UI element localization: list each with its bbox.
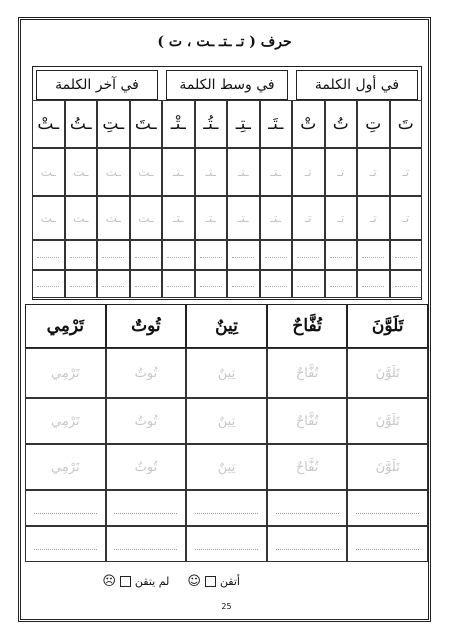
trace-cell[interactable] [292,196,325,240]
trace-cell[interactable] [260,148,293,196]
dotted-line [200,257,222,258]
word-writing-cell[interactable] [106,526,187,562]
word-trace: تَرْمِي [51,365,80,381]
trace-cell[interactable] [130,148,163,196]
trace-cell[interactable] [32,196,65,240]
writing-cell[interactable] [325,240,358,270]
letter-form: تْ [300,114,317,134]
word-writing-cell[interactable] [347,526,428,562]
position-header-2: في وسط الكلمة [166,70,288,100]
trace-letter: ـتـ [205,211,217,225]
dotted-line [102,286,124,287]
dotted-line [356,513,419,514]
writing-cell[interactable] [260,240,293,270]
word-trace-cell[interactable] [267,398,348,444]
letter-form-cell [325,100,358,148]
trace-letter: تـ [402,165,410,179]
trace-cell[interactable] [195,196,228,240]
trace-cell[interactable] [97,196,130,240]
word-trace-cell[interactable] [106,444,187,490]
worksheet-title: حرف ( تـ ـتـ ـت ، ت ) [157,34,292,50]
word-writing-cell[interactable] [25,526,106,562]
writing-cell[interactable] [162,240,195,270]
writing-cell[interactable] [292,270,325,298]
dotted-line [297,286,319,287]
trace-cell[interactable] [32,148,65,196]
writing-cell[interactable] [390,270,423,298]
letter-form-cell [162,100,195,148]
letter-form: ـتُـ [203,114,219,134]
dotted-line [265,257,287,258]
word-trace: تُفَّاحٌ [295,413,319,429]
dotted-line [276,513,339,514]
trace-cell[interactable] [97,148,130,196]
word-writing-cell[interactable] [347,490,428,526]
writing-cell[interactable] [227,270,260,298]
trace-cell[interactable] [357,148,390,196]
writing-cell[interactable] [195,240,228,270]
trace-cell[interactable] [227,148,260,196]
word-trace: تُوتٌ [134,365,158,381]
word-writing-cell[interactable] [106,490,187,526]
dotted-line [395,286,417,287]
word-header: تُفَّاحٌ [267,304,348,348]
writing-cell[interactable] [130,270,163,298]
writing-cell[interactable] [227,240,260,270]
word-trace-cell[interactable] [25,348,106,398]
writing-cell[interactable] [32,240,65,270]
writing-cell[interactable] [260,270,293,298]
writing-cell[interactable] [97,240,130,270]
trace-cell[interactable] [65,196,98,240]
dotted-line [330,286,352,287]
word-writing-cell[interactable] [186,490,267,526]
word-writing-cell[interactable] [25,490,106,526]
letter-form-cell [97,100,130,148]
dotted-line [232,257,254,258]
trace-cell[interactable] [390,148,423,196]
self-assessment [40,572,240,590]
word-writing-cell[interactable] [186,526,267,562]
word-trace: تِينٌ [217,365,236,381]
word-trace: تُوتٌ [134,459,158,475]
word-trace: تَرْمِي [51,459,80,475]
trace-letter: ـت [138,211,154,225]
word-trace: تِينٌ [217,413,236,429]
writing-cell[interactable] [357,270,390,298]
dotted-line [167,257,189,258]
trace-letter: ـت [73,165,89,179]
writing-cell[interactable] [162,270,195,298]
dotted-line [102,257,124,258]
trace-letter: تـ [337,165,345,179]
trace-letter: ـت [40,165,56,179]
smiley-face-icon: ☺ [187,573,201,589]
letter-form-cell [195,100,228,148]
trace-cell[interactable] [325,148,358,196]
trace-letter: ـت [73,211,89,225]
dotted-line [167,286,189,287]
word-writing-cell[interactable] [267,526,348,562]
word-writing-cell[interactable] [267,490,348,526]
dotted-line [135,286,157,287]
dotted-line [114,549,177,550]
dotted-line [362,257,384,258]
writing-cell[interactable] [97,270,130,298]
dotted-line [135,257,157,258]
mastered-checkbox[interactable] [205,576,216,587]
trace-letter: ـتـ [172,211,184,225]
position-header-3: في آخر الكلمة [36,70,158,100]
trace-letter: ـت [105,211,121,225]
letter-form-cell [130,100,163,148]
letter-form: ـتِـ [235,114,251,134]
letter-form: ـتْ [37,114,60,134]
writing-cell[interactable] [357,240,390,270]
letter-form-cell [357,100,390,148]
trace-letter: ـتـ [205,165,217,179]
dotted-line [70,286,92,287]
letter-form-cell [260,100,293,148]
trace-letter: تـ [304,165,312,179]
word-trace-cell[interactable] [186,348,267,398]
letter-form-cell [292,100,325,148]
trace-cell[interactable] [260,196,293,240]
trace-cell[interactable] [357,196,390,240]
dotted-line [356,549,419,550]
dotted-line [297,257,319,258]
letter-form: ـتَ [134,114,157,134]
dotted-line [37,257,59,258]
trace-letter: ـتـ [172,165,184,179]
writing-cell[interactable] [32,270,65,298]
letter-form: ـتُ [69,114,92,134]
trace-letter: ـتـ [270,211,282,225]
word-trace: تِينٌ [217,459,236,475]
dotted-line [362,286,384,287]
dotted-line [195,549,258,550]
letter-form: ـتَـ [268,114,284,134]
dotted-line [34,513,97,514]
word-trace: تَلَوَّنَ [375,413,400,429]
word-trace: تَلَوَّنَ [375,365,400,381]
page-number: 25 [221,602,232,611]
word-trace: تُوتٌ [134,413,158,429]
letter-form: تَ [397,114,414,134]
not-mastered-label: لم يتقن [134,574,170,588]
word-trace-cell[interactable] [106,398,187,444]
letter-form-cell [65,100,98,148]
word-header: تَلَوَّنَ [347,304,428,348]
writing-cell[interactable] [390,240,423,270]
mastered-label: أتقن [219,574,240,588]
trace-cell[interactable] [292,148,325,196]
trace-cell[interactable] [130,196,163,240]
word-trace-cell[interactable] [25,398,106,444]
letter-form: ـتِ [102,114,125,134]
writing-cell[interactable] [195,270,228,298]
writing-cell[interactable] [130,240,163,270]
trace-letter: ـت [105,165,121,179]
letter-form-cell [390,100,423,148]
dotted-line [34,549,97,550]
dotted-line [195,513,258,514]
trace-cell[interactable] [325,196,358,240]
word-trace-cell[interactable] [347,398,428,444]
letter-form: ـتْـ [170,114,186,134]
writing-cell[interactable] [325,270,358,298]
trace-letter: تـ [369,165,377,179]
word-trace-cell[interactable] [267,444,348,490]
dotted-line [37,286,59,287]
word-trace-cell[interactable] [267,348,348,398]
word-header: تَرْمِي [25,304,106,348]
trace-letter: ـتـ [237,165,249,179]
word-trace: تُفَّاحٌ [295,365,319,381]
writing-cell[interactable] [65,270,98,298]
trace-cell[interactable] [390,196,423,240]
dotted-line [70,257,92,258]
word-header: تِينٌ [186,304,267,348]
dotted-line [232,286,254,287]
dotted-line [276,549,339,550]
word-trace-cell[interactable] [186,398,267,444]
position-header-1: في أول الكلمة [296,70,418,100]
word-trace: تَلَوَّنَ [375,459,400,475]
trace-letter: ـتـ [237,211,249,225]
letter-form: تُ [332,114,349,134]
word-trace: تَرْمِي [51,413,80,429]
trace-letter: تـ [402,211,410,225]
trace-cell[interactable] [162,196,195,240]
trace-letter: ـتـ [270,165,282,179]
word-trace: تُفَّاحٌ [295,459,319,475]
trace-letter: ـت [138,165,154,179]
dotted-line [200,286,222,287]
word-trace-cell[interactable] [186,444,267,490]
word-trace-cell[interactable] [347,348,428,398]
trace-cell[interactable] [195,148,228,196]
dotted-line [395,257,417,258]
word-trace-cell[interactable] [347,444,428,490]
writing-cell[interactable] [292,240,325,270]
trace-letter: تـ [369,211,377,225]
trace-letter: ـت [40,211,56,225]
letter-form: تِ [365,114,382,134]
trace-cell[interactable] [227,196,260,240]
letter-form-cell [227,100,260,148]
not-mastered-checkbox[interactable] [120,576,131,587]
word-trace-cell[interactable] [25,444,106,490]
word-trace-cell[interactable] [106,348,187,398]
dotted-line [265,286,287,287]
sad-face-icon: ☹ [102,573,116,589]
trace-letter: تـ [304,211,312,225]
word-header: تُوتٌ [106,304,187,348]
writing-cell[interactable] [65,240,98,270]
dotted-line [114,513,177,514]
trace-cell[interactable] [162,148,195,196]
letter-form-cell [32,100,65,148]
dotted-line [330,257,352,258]
trace-letter: تـ [337,211,345,225]
trace-cell[interactable] [65,148,98,196]
